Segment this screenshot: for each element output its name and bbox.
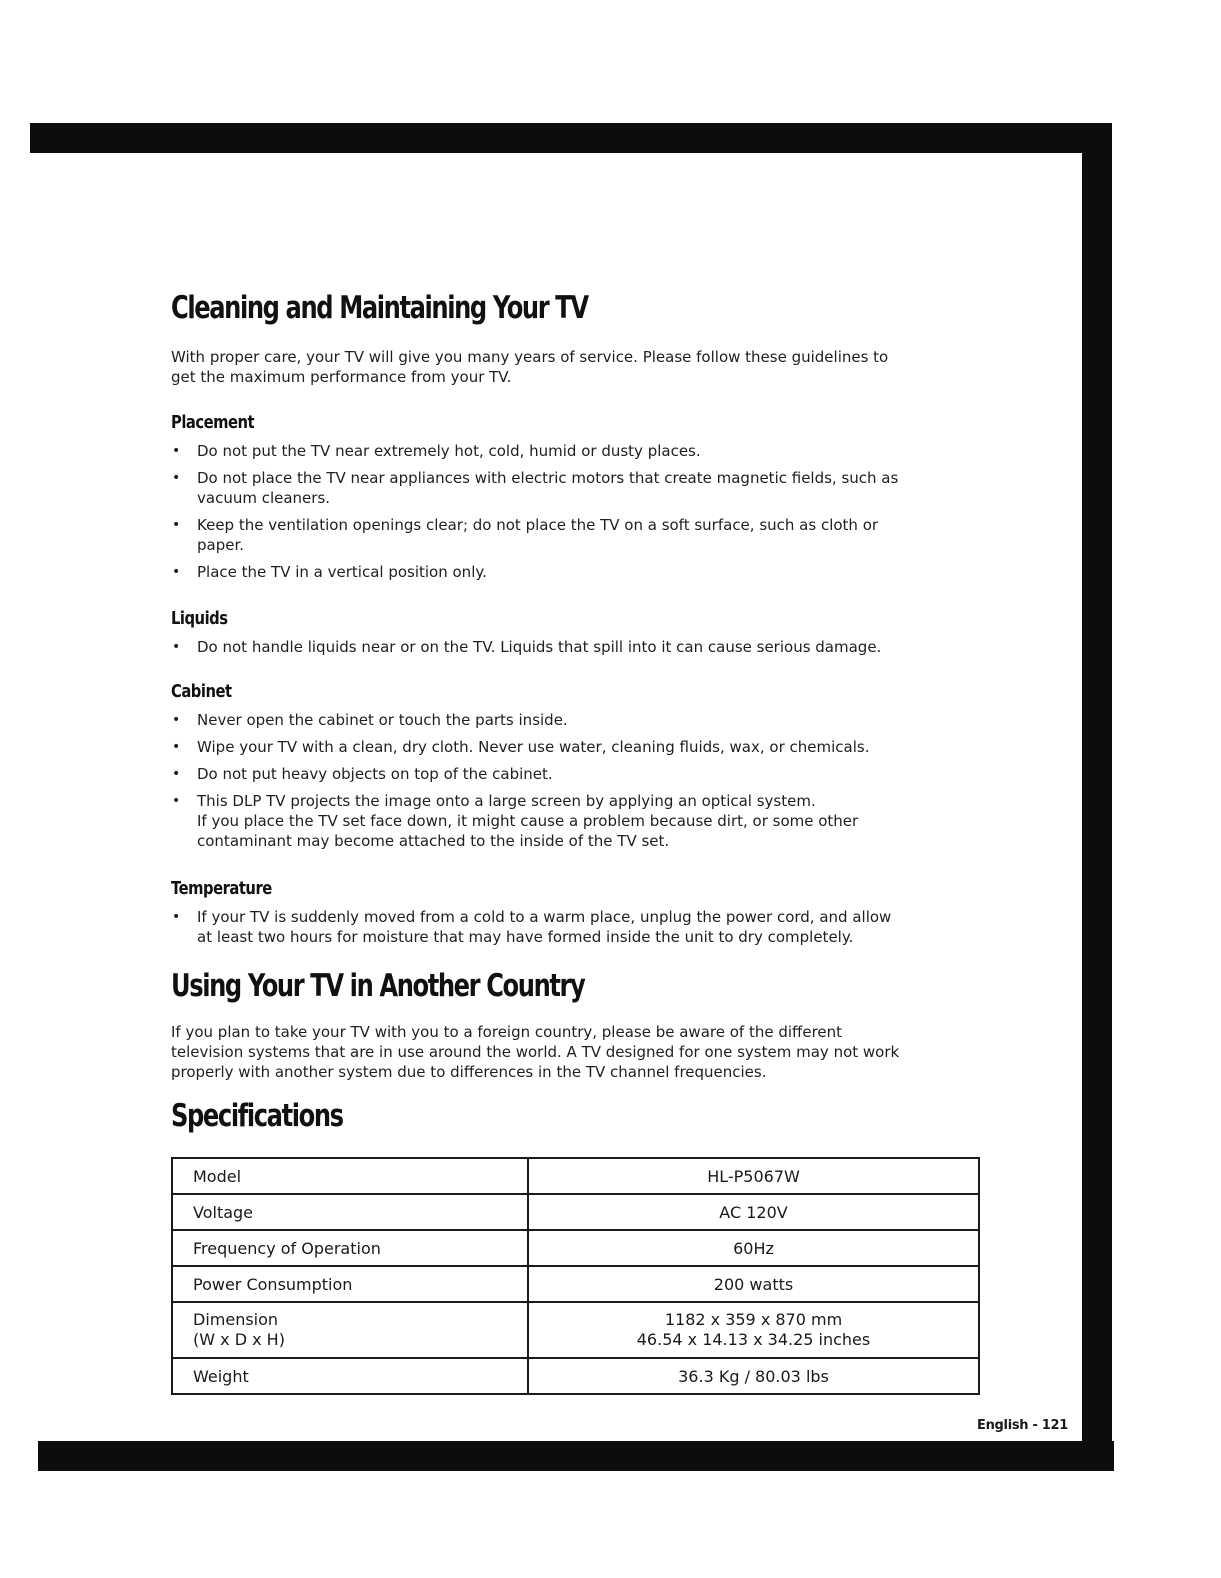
list-item: • Do not put the TV near extremely hot, cold, humid or dusty places. [171,441,971,461]
list-item: • Place the TV in a vertical position only. [171,562,971,582]
placement-heading: Placement [171,412,255,433]
list-item: • This DLP TV projects the image onto a large screen by applying an optical system. If you place the TV set face down, it might cause a problem because dirt, or some other contaminant may become attached to the inside of the TV set. [171,791,971,851]
specifications-table [171,1157,980,1395]
list-item: • Do not handle liquids near or on the TV. Liquids that spill into it can cause serious damage. [171,637,971,657]
spec-value: 1182 x 359 x 870 mm 46.54 x 14.13 x 34.25 inches [528,1302,979,1358]
list-item: • Do not place the TV near appliances with electric motors that create magnetic fields, such as vacuum cleaners. [171,468,971,508]
cleaning-title: Cleaning and Maintaining Your TV [171,290,588,326]
spec-value: 60Hz [528,1230,979,1266]
spec-label: Dimension (W x D x H) [172,1302,528,1358]
table-row [172,1266,979,1302]
table-row [172,1302,979,1358]
right-border-bar [1082,123,1112,1441]
spec-value: 200 watts [528,1266,979,1302]
bottom-border-bar [38,1441,1114,1471]
spec-label: Weight [172,1358,528,1394]
cabinet-heading: Cabinet [171,681,232,702]
country-paragraph: If you plan to take your TV with you to a foreign country, please be aware of the different television systems that are in use around the world. A TV designed for one system may not work properly with another system due to differences in the TV channel frequencies. [171,1023,900,1081]
list-item: • Keep the ventilation openings clear; do not place the TV on a soft surface, such as cloth or paper. [171,515,971,555]
cleaning-intro [171,347,971,387]
list-item: • Do not put heavy objects on top of the cabinet. [171,764,971,784]
spec-value: AC 120V [528,1194,979,1230]
cleaning-intro-line: With proper care, your TV will give you many years of service. Please follow these guidelines to [171,348,889,366]
placement-list [171,441,971,589]
spec-label: Model [172,1158,528,1194]
temperature-list [171,907,971,954]
spec-label: Voltage [172,1194,528,1230]
page-number: English - 121 [977,1418,1069,1433]
spec-label: Frequency of Operation [172,1230,528,1266]
specifications-title: Specifications [171,1098,343,1134]
cabinet-list [171,710,971,858]
spec-value: 36.3 Kg / 80.03 lbs [528,1358,979,1394]
table-row [172,1230,979,1266]
top-border-bar [30,123,1082,153]
table-row [172,1358,979,1394]
cleaning-intro-line: get the maximum performance from your TV. [171,368,512,386]
spec-label: Power Consumption [172,1266,528,1302]
list-item: • Wipe your TV with a clean, dry cloth. Never use water, cleaning fluids, wax, or chemicals. [171,737,971,757]
temperature-heading: Temperature [171,878,272,899]
list-item: • If your TV is suddenly moved from a cold to a warm place, unplug the power cord, and allow at least two hours for moisture that may have formed inside the unit to dry completely. [171,907,971,947]
spec-value: HL-P5067W [528,1158,979,1194]
list-item: • Never open the cabinet or touch the parts inside. [171,710,971,730]
table-row [172,1158,979,1194]
liquids-heading: Liquids [171,608,228,629]
liquids-list [171,637,971,664]
table-row [172,1194,979,1230]
country-title: Using Your TV in Another Country [171,968,585,1004]
